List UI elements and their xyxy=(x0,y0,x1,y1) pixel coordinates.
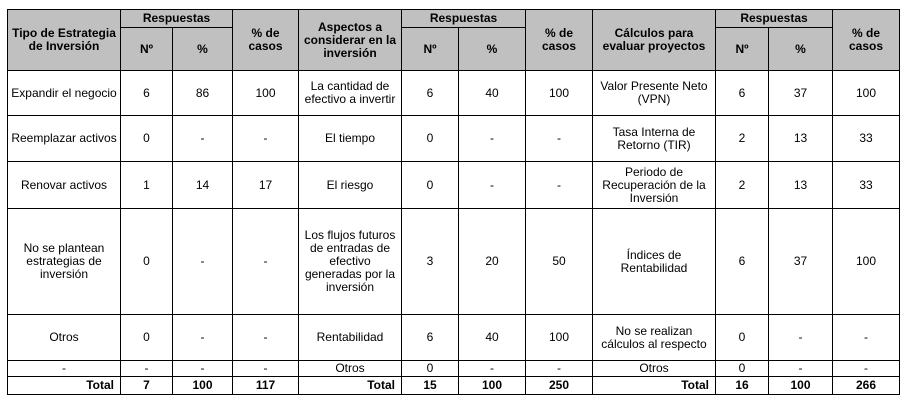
table-row xyxy=(8,361,900,377)
total-cell: Total xyxy=(299,377,402,395)
header-respuestas: Respuestas xyxy=(716,10,833,28)
header-n: Nº xyxy=(402,28,459,71)
table-cell: - xyxy=(833,361,900,377)
table-cell: 2 xyxy=(716,116,769,162)
table-cell: 17 xyxy=(233,162,299,209)
table-cell: - xyxy=(173,209,233,315)
header-casos: % de casos xyxy=(833,10,900,71)
table-cell: - xyxy=(233,209,299,315)
table-cell: Renovar activos xyxy=(8,162,121,209)
table-row xyxy=(8,116,900,162)
table-cell: 0 xyxy=(121,116,173,162)
table-cell: Rentabilidad xyxy=(299,315,402,361)
table-cell: 37 xyxy=(769,209,833,315)
table-cell: No se plantean estrategias de inversión xyxy=(8,209,121,315)
table-cell: - xyxy=(233,315,299,361)
table-cell: - xyxy=(121,361,173,377)
table-cell: 100 xyxy=(526,71,593,116)
table-cell: 40 xyxy=(459,71,526,116)
table-cell: 6 xyxy=(121,71,173,116)
table-cell: - xyxy=(173,315,233,361)
table-cell: El tiempo xyxy=(299,116,402,162)
total-cell: 7 xyxy=(121,377,173,395)
table-cell: 0 xyxy=(121,209,173,315)
header-casos: % de casos xyxy=(233,10,299,71)
table-cell: 0 xyxy=(716,361,769,377)
table-cell: 6 xyxy=(402,315,459,361)
table-cell: 50 xyxy=(526,209,593,315)
total-cell: 16 xyxy=(716,377,769,395)
header-n: Nº xyxy=(716,28,769,71)
total-cell: 100 xyxy=(459,377,526,395)
header-n: Nº xyxy=(121,28,173,71)
table-cell: Otros xyxy=(299,361,402,377)
table-row xyxy=(8,315,900,361)
table-cell: 2 xyxy=(716,162,769,209)
table-cell: - xyxy=(173,116,233,162)
header-aspectos: Aspectos a considerar en la inversión xyxy=(299,10,402,71)
table-row xyxy=(8,162,900,209)
table-cell: Reemplazar activos xyxy=(8,116,121,162)
header-calculos: Cálculos para evaluar proyectos xyxy=(593,10,716,71)
table-cell: 13 xyxy=(769,116,833,162)
table-cell: 0 xyxy=(716,315,769,361)
total-cell: Total xyxy=(593,377,716,395)
table-cell: - xyxy=(459,162,526,209)
table-cell: La cantidad de efectivo a invertir xyxy=(299,71,402,116)
table-cell: 20 xyxy=(459,209,526,315)
table-cell: Periodo de Recuperación de la Inversión xyxy=(593,162,716,209)
table-cell: 1 xyxy=(121,162,173,209)
table-cell: 6 xyxy=(716,71,769,116)
total-cell: 100 xyxy=(769,377,833,395)
header-pct: % xyxy=(769,28,833,71)
table-cell: Tasa Interna de Retorno (TIR) xyxy=(593,116,716,162)
table-cell: 6 xyxy=(402,71,459,116)
table-cell: Otros xyxy=(593,361,716,377)
table-cell: - xyxy=(526,162,593,209)
table-cell: - xyxy=(526,361,593,377)
table-cell: 100 xyxy=(833,71,900,116)
table-cell: 0 xyxy=(402,116,459,162)
table-cell: 33 xyxy=(833,162,900,209)
header-respuestas: Respuestas xyxy=(402,10,526,28)
total-cell: 117 xyxy=(233,377,299,395)
table-cell: El riesgo xyxy=(299,162,402,209)
total-cell: Total xyxy=(8,377,121,395)
table-cell: - xyxy=(8,361,121,377)
table-cell: 100 xyxy=(526,315,593,361)
table-cell: Índices de Rentabilidad xyxy=(593,209,716,315)
table-cell: Valor Presente Neto (VPN) xyxy=(593,71,716,116)
table-cell: 100 xyxy=(233,71,299,116)
table-cell: 0 xyxy=(121,315,173,361)
header-tipo: Tipo de Estrategia de Inversión xyxy=(8,10,121,71)
table-cell: 33 xyxy=(833,116,900,162)
table-cell: No se realizan cálculos al respecto xyxy=(593,315,716,361)
total-cell: 100 xyxy=(173,377,233,395)
table-cell: - xyxy=(833,315,900,361)
investment-table xyxy=(7,9,900,395)
table-cell: 100 xyxy=(833,209,900,315)
table-cell: Expandir el negocio xyxy=(8,71,121,116)
table-cell: 6 xyxy=(716,209,769,315)
table-cell: 37 xyxy=(769,71,833,116)
table-cell: - xyxy=(459,361,526,377)
table-cell: 0 xyxy=(402,162,459,209)
table-row xyxy=(8,209,900,315)
table-row xyxy=(8,71,900,116)
table-cell: 14 xyxy=(173,162,233,209)
total-cell: 15 xyxy=(402,377,459,395)
table-cell: - xyxy=(233,116,299,162)
table-cell: - xyxy=(769,361,833,377)
table-cell: - xyxy=(173,361,233,377)
table-cell: Otros xyxy=(8,315,121,361)
table-cell: 86 xyxy=(173,71,233,116)
table-cell: - xyxy=(769,315,833,361)
table-cell: 3 xyxy=(402,209,459,315)
total-cell: 266 xyxy=(833,377,900,395)
header-pct: % xyxy=(459,28,526,71)
total-cell: 250 xyxy=(526,377,593,395)
table-cell: 40 xyxy=(459,315,526,361)
table-cell: 0 xyxy=(402,361,459,377)
table-cell: Los flujos futuros de entradas de efectivo generadas por la inversión xyxy=(299,209,402,315)
total-row xyxy=(8,377,900,395)
table-cell: - xyxy=(459,116,526,162)
header-respuestas: Respuestas xyxy=(121,10,233,28)
table-cell: - xyxy=(233,361,299,377)
table-cell: 13 xyxy=(769,162,833,209)
table-cell: - xyxy=(526,116,593,162)
header-pct: % xyxy=(173,28,233,71)
header-casos: % de casos xyxy=(526,10,593,71)
